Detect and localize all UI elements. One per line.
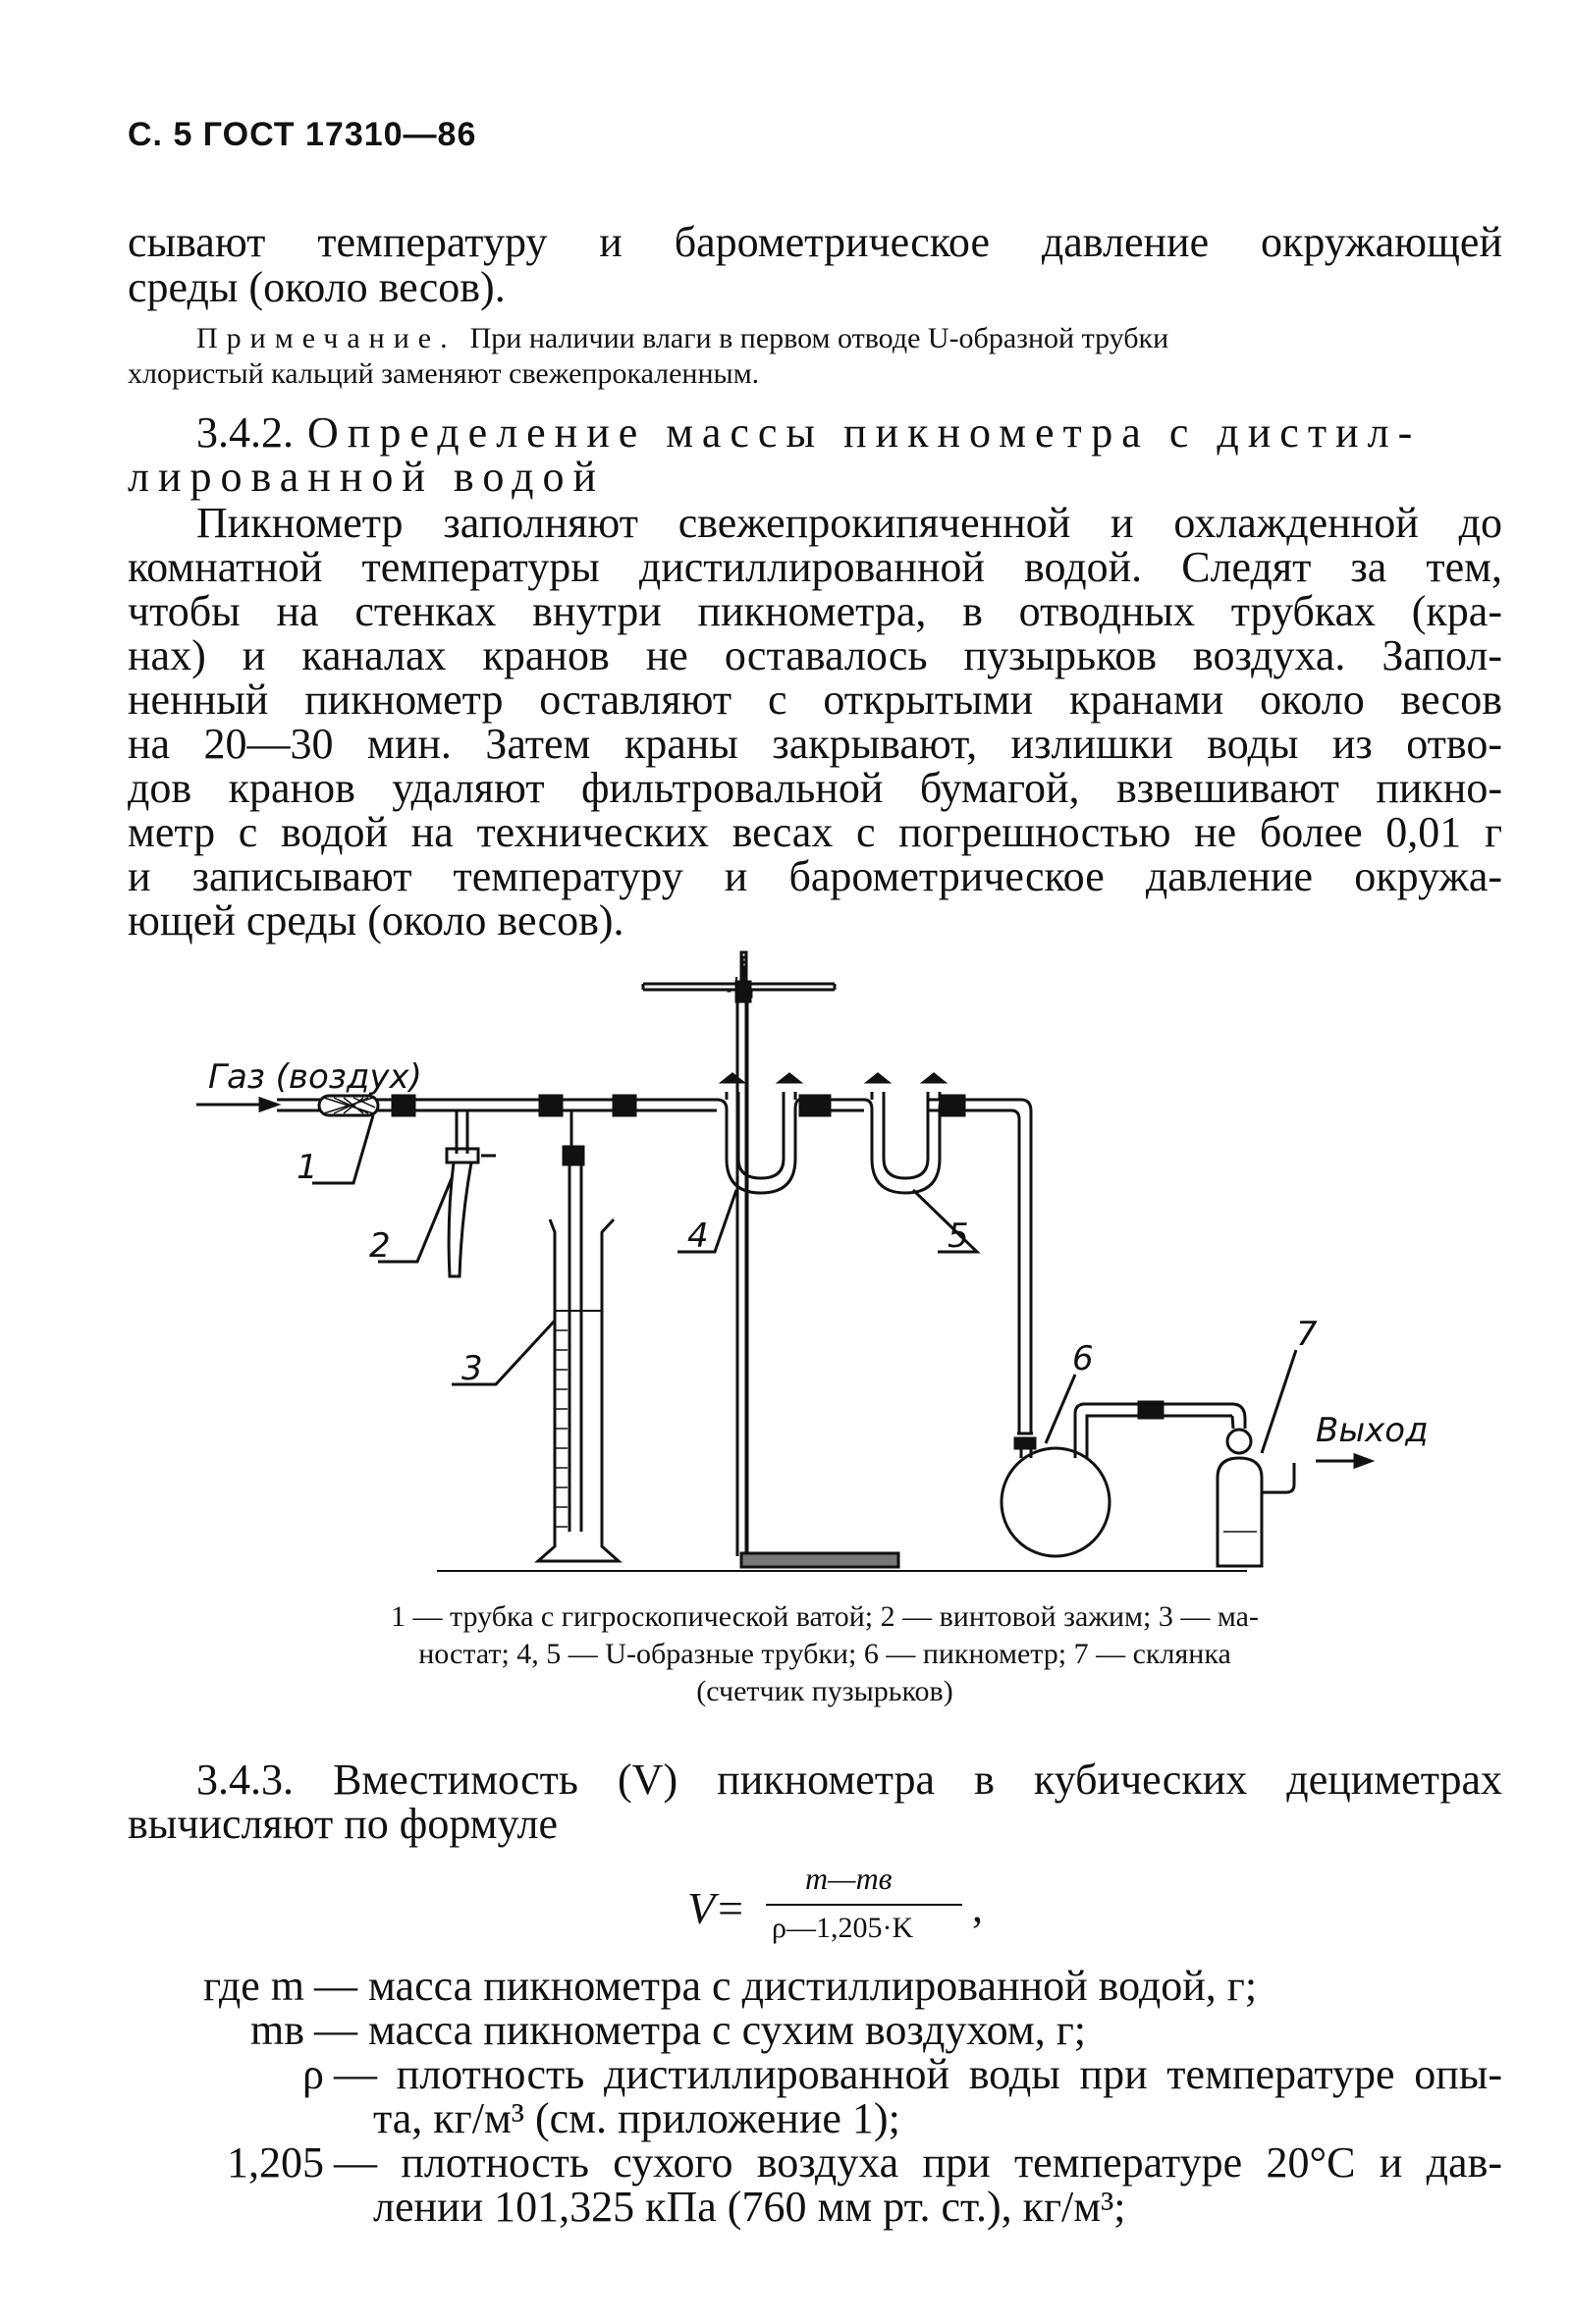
fraction-bar xyxy=(766,1904,962,1906)
label-7: 7 xyxy=(1296,1315,1318,1354)
paragraph-line: среды (около весов). xyxy=(128,263,506,311)
where-desc: — плотность дистиллированной воды при температуре опы- xyxy=(334,2050,1502,2098)
paragraph-line: комнатной температуры дистиллированной водой. Следят за тем, xyxy=(128,543,1502,591)
where-desc: — масса пикнометра с дистиллированной водой, г; xyxy=(314,1962,1258,2010)
paragraph-line: ненный пикнометр оставляют с открытыми кранами около весов xyxy=(128,676,1502,724)
label-4: 4 xyxy=(687,1216,709,1256)
where-desc: та, кг/м³ (см. приложение 1); xyxy=(373,2094,900,2142)
page-header: С. 5 ГОСТ 17310—86 xyxy=(128,116,477,153)
where-desc: — масса пикнометра с сухим воздухом, г; xyxy=(314,2006,1086,2054)
paragraph-line: Пикнометр заполняют свежепрокипяченной и охлажденной до xyxy=(196,499,1502,547)
paragraph-line: ющей среды (около весов). xyxy=(128,896,624,945)
section-number: 3.4.2. xyxy=(196,408,294,457)
paragraph-line: дов кранов удаляют фильтровальной бумагой, взвешивают пикно- xyxy=(128,764,1502,812)
paragraph-line: метр с водой на технических весах с погрешностью не более 0,01 г xyxy=(128,808,1502,856)
paragraph-line: и записывают температуру и барометрическое давление окружа- xyxy=(128,852,1502,900)
label-6: 6 xyxy=(1072,1339,1094,1378)
where-desc: лении 101,325 кПа (760 мм рт. ст.), кг/м³; xyxy=(373,2183,1126,2231)
paragraph-line: сывают температуру и барометрическое давление окружающей xyxy=(128,218,1502,266)
formula-lhs: V= xyxy=(687,1883,746,1933)
formula-tail: , xyxy=(972,1883,983,1931)
formula-denominator: ρ—1,205·K xyxy=(772,1912,914,1944)
section-title: лированной водой xyxy=(128,453,606,501)
where-symbol: 1,205 xyxy=(227,2138,324,2187)
label-2: 2 xyxy=(369,1226,391,1266)
formula-numerator: m—mв xyxy=(805,1861,893,1896)
label-3: 3 xyxy=(461,1349,483,1388)
caption-line: (счетчик пузырьков) xyxy=(696,1675,953,1707)
where-symbol: где m xyxy=(203,1962,304,2010)
caption-line: ностат; 4, 5 — U-образные трубки; 6 — пикнометр; 7 — склянка xyxy=(418,1638,1231,1670)
note-label: Примечание. xyxy=(196,322,457,354)
paragraph-line: на 20—30 мин. Затем краны закрывают, излишки воды из отво- xyxy=(128,720,1502,768)
gas-in-label: Газ (воздух) xyxy=(208,1057,422,1097)
section-title: Определение массы пикнометра с дистил- xyxy=(307,408,1422,457)
where-desc: — плотность сухого воздуха при температуре 20°С и дав- xyxy=(334,2138,1502,2187)
gas-out-label: Выход xyxy=(1316,1411,1429,1450)
formula xyxy=(687,1861,1021,1959)
caption-line: 1 — трубка с гигроскопической ватой; 2 — винтовой зажим; 3 — ма- xyxy=(391,1600,1259,1633)
figure-caption xyxy=(196,1598,1453,1710)
paragraph-line: вычисляют по формуле xyxy=(128,1800,559,1848)
paragraph-line: 3.4.3. Вместимость (V) пикнометра в кубических дециметрах xyxy=(196,1756,1502,1804)
note-text: хлористый кальций заменяют свежепрокаленным. xyxy=(128,357,760,390)
paragraph-line: чтобы на стенках внутри пикнометра, в отводных трубках (кра- xyxy=(128,587,1502,635)
where-symbol: mв xyxy=(250,2006,304,2054)
paragraph-line: нах) и каналах кранов не оставалось пузырьков воздуха. Запол- xyxy=(128,631,1502,679)
where-symbol: ρ xyxy=(302,2050,324,2098)
note-text: При наличии влаги в первом отводе U-образной трубки xyxy=(469,322,1169,354)
label-1: 1 xyxy=(297,1148,318,1187)
label-5: 5 xyxy=(948,1216,969,1256)
